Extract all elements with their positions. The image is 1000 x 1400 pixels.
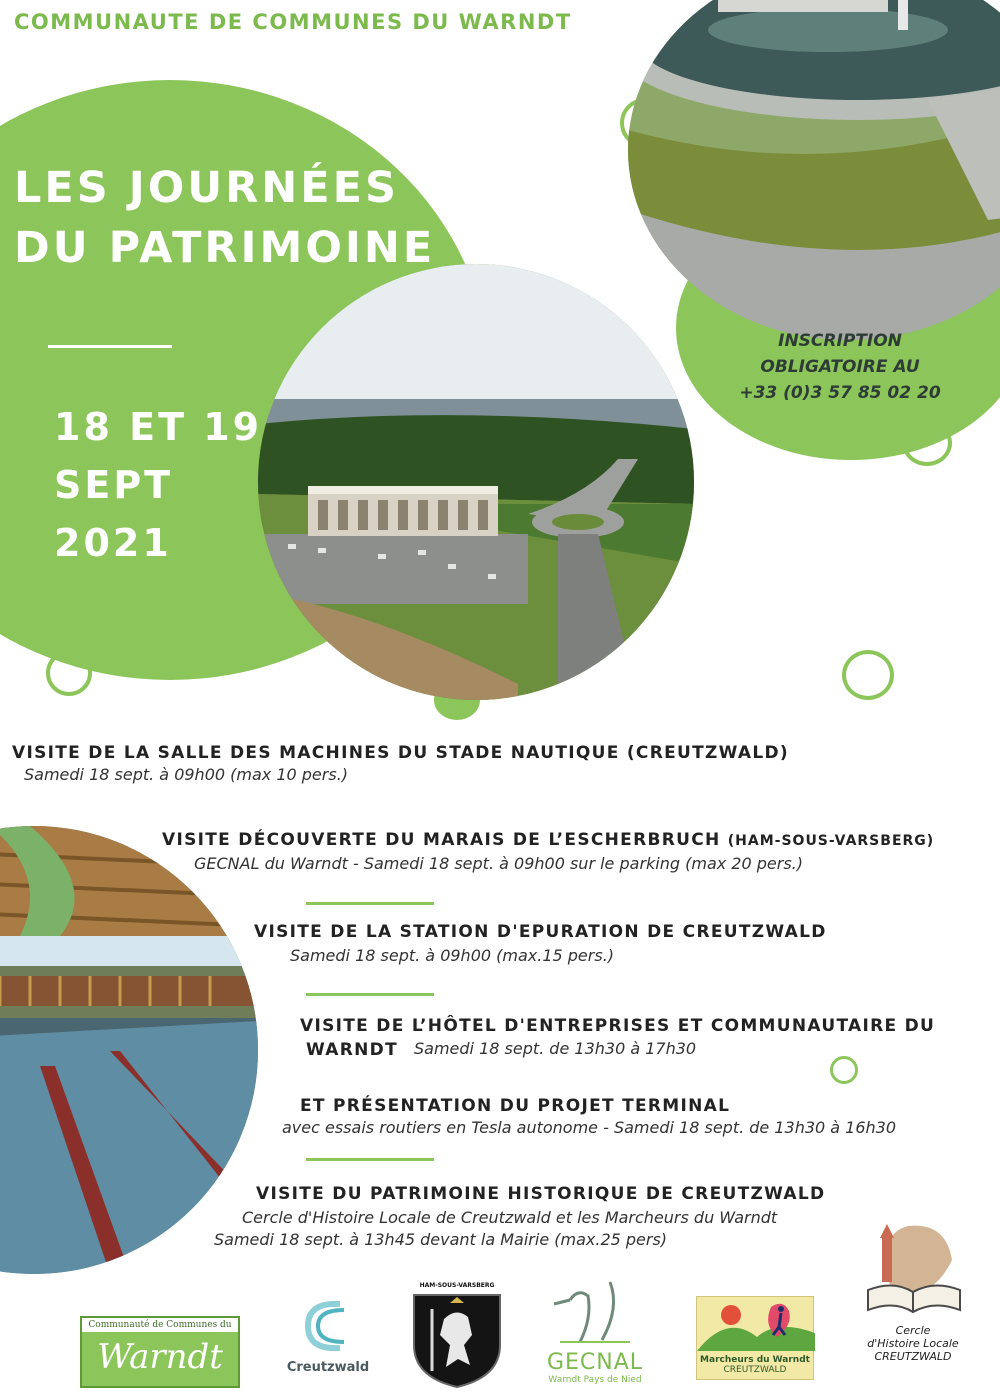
- creutzwald-logo: [278, 1296, 378, 1382]
- book-and-church-icon: [858, 1220, 968, 1320]
- title-divider: [48, 345, 172, 348]
- cercle-line-2: d'Histoire Locale: [867, 1337, 959, 1350]
- ring-decoration: [46, 650, 92, 696]
- gecnal-logo-text: GECNAL: [546, 1350, 644, 1375]
- coat-of-arms-icon: [410, 1289, 504, 1389]
- event-2-location: (HAM-SOUS-VARSBERG): [727, 833, 935, 849]
- title-line-2: DU PATRIMOINE: [14, 223, 436, 273]
- photo-business-hotel-aerial: [258, 264, 694, 700]
- gecnal-logo-sub: Warndt Pays de Nied: [548, 1375, 642, 1385]
- event-5-desc: avec essais routiers en Tesla autonome - Samedi 18 sept. de 13h30 à 16h30: [282, 1118, 897, 1137]
- cercle-histoire-logo: [858, 1220, 968, 1380]
- event-1-title: VISITE DE LA SALLE DES MACHINES DU STADE NAUTIQUE (CREUTZWALD): [12, 743, 789, 763]
- event-separator: [306, 993, 434, 996]
- organization-name: COMMUNAUTE DE COMMUNES DU WARNDT: [14, 10, 572, 34]
- ham-sous-varsberg-logo: [410, 1282, 504, 1392]
- marcheurs-logo: [696, 1296, 814, 1380]
- event-6-desc-line-1: Cercle d'Histoire Locale de Creutzwald et les Marcheurs du Warndt: [242, 1208, 778, 1227]
- marcheurs-logo-sub: CREUTZWALD: [723, 1365, 787, 1375]
- event-4-title-line-2: WARNDT: [306, 1040, 398, 1060]
- heron-icon: [540, 1278, 650, 1346]
- ham-sous-varsberg-text: HAM-SOUS-VARSBERG: [419, 1282, 495, 1289]
- event-4-desc: Samedi 18 sept. de 13h30 à 17h30: [414, 1039, 697, 1058]
- event-separator: [306, 1158, 434, 1161]
- date-line-1: 18 ET 19: [54, 405, 263, 449]
- ring-decoration: [842, 650, 894, 700]
- creutzwald-c-icon: [278, 1296, 378, 1356]
- event-dates: [54, 398, 262, 572]
- photo-swimming-pool: [0, 826, 258, 1274]
- date-line-2: SEPT: [54, 463, 174, 507]
- event-2-title: [162, 830, 934, 850]
- gecnal-logo: [540, 1278, 650, 1388]
- event-3-desc: Samedi 18 sept. à 09h00 (max.15 pers.): [290, 946, 615, 965]
- event-6-title: VISITE DU PATRIMOINE HISTORIQUE DE CREUTZWALD: [256, 1184, 826, 1204]
- cercle-line-1: Cercle: [895, 1324, 931, 1337]
- event-5-title: ET PRÉSENTATION DU PROJET TERMINAL: [300, 1096, 731, 1116]
- warndt-logo: [80, 1316, 240, 1388]
- registration-phone: +33 (0)3 57 85 02 20: [739, 383, 941, 403]
- event-separator: [306, 902, 434, 905]
- creutzwald-logo-text: Creutzwald: [286, 1360, 370, 1375]
- event-2-desc: GECNAL du Warndt - Samedi 18 sept. à 09h00 sur le parking (max 20 pers.): [194, 854, 803, 873]
- event-1-desc: Samedi 18 sept. à 09h00 (max 10 pers.): [24, 765, 349, 784]
- date-line-3: 2021: [54, 521, 172, 565]
- registration-line-1: INSCRIPTION: [778, 331, 902, 351]
- ring-decoration: [830, 1056, 858, 1084]
- event-6-desc-line-2: Samedi 18 sept. à 13h45 devant la Mairie (max.25 pers): [214, 1230, 668, 1249]
- cercle-line-3: CREUTZWALD: [874, 1350, 952, 1363]
- registration-line-2: OBLIGATOIRE AU: [760, 357, 920, 377]
- registration-notice: [722, 328, 958, 406]
- title-line-1: LES JOURNÉES: [14, 163, 399, 213]
- marcheurs-logo-text: Marcheurs du Warndt: [700, 1355, 810, 1365]
- warndt-logo-main: Warndt: [97, 1337, 223, 1377]
- warndt-logo-top: Communauté de Communes du: [82, 1318, 238, 1332]
- ring-decoration: [902, 420, 952, 466]
- event-4-title-line-1: VISITE DE L’HÔTEL D'ENTREPRISES ET COMMUNAUTAIRE DU: [300, 1016, 936, 1036]
- page-title: [14, 158, 435, 278]
- event-2-title-text: VISITE DÉCOUVERTE DU MARAIS DE L’ESCHERBRUCH: [162, 830, 721, 850]
- event-3-title: VISITE DE LA STATION D'EPURATION DE CREUTZWALD: [254, 922, 827, 942]
- hiker-icon: [697, 1297, 815, 1351]
